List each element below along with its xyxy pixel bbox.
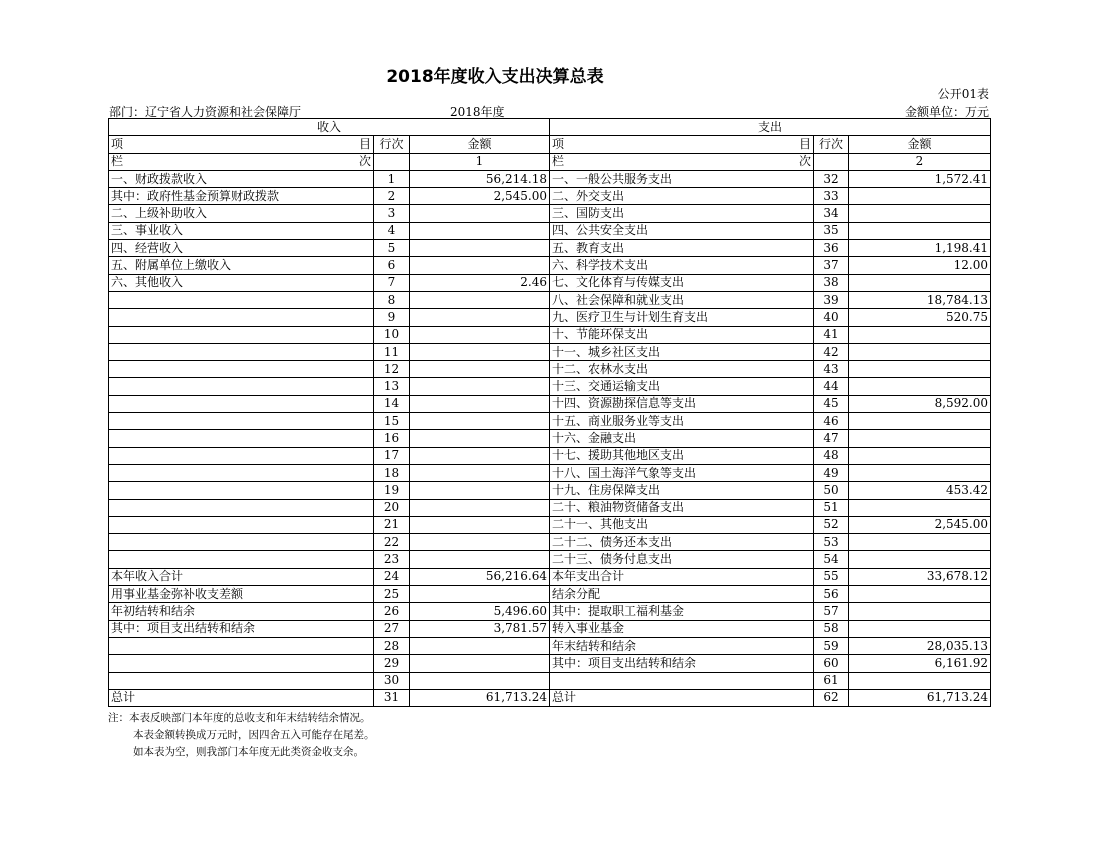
amount-unit-label: 金额单位：万元: [904, 105, 989, 119]
income-row-no-header: 行次: [374, 136, 410, 153]
expense-item-cell: 二十一、其他支出: [550, 516, 814, 533]
expense-section-header: 支出: [550, 119, 991, 136]
income-row-no-cell: 1: [374, 170, 410, 187]
table-row: [109, 222, 991, 239]
income-row-no-cell: 7: [374, 274, 410, 291]
table-row: [109, 309, 991, 326]
expense-row-no-cell: 49: [814, 464, 849, 481]
table-row: [109, 274, 991, 291]
income-row-no-cell: 27: [374, 620, 410, 637]
expense-amount-cell: [849, 343, 991, 360]
col-left-label: 栏: [552, 154, 565, 169]
income-item-cell: [109, 464, 374, 481]
expense-row-no-cell: 51: [814, 499, 849, 516]
income-row-no-cell: 22: [374, 534, 410, 551]
expense-item-cell: 十二、农林水支出: [550, 361, 814, 378]
table-row: [109, 430, 991, 447]
income-amount-cell: [410, 343, 550, 360]
expense-amount-cell: [849, 603, 991, 620]
income-row-no-cell: 8: [374, 291, 410, 308]
expense-amount-cell: 8,592.00: [849, 395, 991, 412]
footnote-1: 注：本表反映部门本年度的总收支和年末结转结余情况。: [108, 712, 371, 724]
expense-item-cell: 十一、城乡社区支出: [550, 343, 814, 360]
income-item-cell: 六、其他收入: [109, 274, 374, 291]
income-row-no-cell: 21: [374, 516, 410, 533]
expense-row-no-cell: 34: [814, 205, 849, 222]
income-amount-cell: 56,214.18: [410, 170, 550, 187]
table-row: [109, 378, 991, 395]
expense-item-cell: 本年支出合计: [550, 568, 814, 585]
income-amount-cell: [410, 205, 550, 222]
income-amount-cell: [410, 499, 550, 516]
expense-row-no-header: 行次: [814, 136, 849, 153]
income-row-no-cell: 23: [374, 551, 410, 568]
expense-row-no-cell: 54: [814, 551, 849, 568]
expense-amount-cell: [849, 620, 991, 637]
expense-amount-cell: 1,198.41: [849, 240, 991, 257]
income-amount-cell: [410, 257, 550, 274]
income-item-cell: [109, 291, 374, 308]
expense-amount-header: 金额: [849, 136, 991, 153]
income-item-cell: [109, 378, 374, 395]
income-item-cell: [109, 551, 374, 568]
expense-item-cell: 十三、交通运输支出: [550, 378, 814, 395]
income-amount-cell: [410, 395, 550, 412]
income-col-number: 1: [410, 153, 550, 170]
income-item-cell: [109, 534, 374, 551]
expense-item-cell: [550, 672, 814, 689]
income-amount-cell: 56,216.64: [410, 568, 550, 585]
income-amount-cell: 5,496.60: [410, 603, 550, 620]
expense-col-label: [550, 153, 814, 170]
income-amount-cell: 61,713.24: [410, 689, 550, 706]
expense-row-no-cell: 35: [814, 222, 849, 239]
table-row: [109, 464, 991, 481]
table-row: [109, 689, 991, 706]
expense-row-no-cell: 33: [814, 188, 849, 205]
expense-row-no-cell: 50: [814, 482, 849, 499]
fiscal-year-label: 2018年度: [450, 105, 505, 119]
department-label: 部门：辽宁省人力资源和社会保障厅: [109, 105, 302, 119]
expense-amount-cell: [849, 205, 991, 222]
expense-item-cell: 九、医疗卫生与计划生育支出: [550, 309, 814, 326]
income-row-no-cell: 20: [374, 499, 410, 516]
expense-item-cell: 四、公共安全支出: [550, 222, 814, 239]
income-item-cell: [109, 413, 374, 430]
income-amount-cell: [410, 378, 550, 395]
expense-amount-cell: [849, 430, 991, 447]
table-row: [109, 257, 991, 274]
income-expense-table: [108, 118, 991, 707]
expense-amount-cell: [849, 499, 991, 516]
income-item-cell: [109, 499, 374, 516]
income-section-header: 收入: [109, 119, 550, 136]
table-header-row-column-numbers: [109, 153, 991, 170]
expense-row-no-cell: 47: [814, 430, 849, 447]
expense-item-cell: 十五、商业服务业等支出: [550, 413, 814, 430]
expense-amount-cell: 18,784.13: [849, 291, 991, 308]
expense-row-no-cell: 43: [814, 361, 849, 378]
expense-item-cell: 结余分配: [550, 586, 814, 603]
expense-amount-cell: 12.00: [849, 257, 991, 274]
income-item-cell: [109, 516, 374, 533]
income-row-no-cell: 10: [374, 326, 410, 343]
expense-col-number: 2: [849, 153, 991, 170]
col-left-label: 栏: [111, 154, 124, 169]
income-item-cell: [109, 361, 374, 378]
expense-item-cell: 十四、资源勘探信息等支出: [550, 395, 814, 412]
income-amount-cell: [410, 551, 550, 568]
form-number: 公开01表: [937, 87, 989, 101]
expense-row-no-cell: 61: [814, 672, 849, 689]
income-amount-cell: 2.46: [410, 274, 550, 291]
income-row-no-cell: 15: [374, 413, 410, 430]
expense-amount-cell: [849, 413, 991, 430]
expense-item-cell: 十六、金融支出: [550, 430, 814, 447]
expense-amount-cell: [849, 378, 991, 395]
expense-item-cell: 五、教育支出: [550, 240, 814, 257]
income-row-no-cell: 13: [374, 378, 410, 395]
income-row-no-cell: 9: [374, 309, 410, 326]
income-amount-cell: [410, 534, 550, 551]
expense-row-no-cell: 41: [814, 326, 849, 343]
expense-amount-cell: [849, 551, 991, 568]
expense-amount-cell: 453.42: [849, 482, 991, 499]
report-title: 2018年度收入支出决算总表: [386, 67, 604, 87]
income-item-cell: [109, 637, 374, 654]
income-amount-cell: [410, 222, 550, 239]
table-row: [109, 361, 991, 378]
income-item-cell: [109, 655, 374, 672]
expense-item-cell: 十八、国土海洋气象等支出: [550, 464, 814, 481]
income-item-cell: [109, 309, 374, 326]
expense-amount-cell: [849, 586, 991, 603]
table-row: [109, 413, 991, 430]
expense-row-no-cell: 38: [814, 274, 849, 291]
income-item-cell: 其中：项目支出结转和结余: [109, 620, 374, 637]
expense-row-no-cell: 44: [814, 378, 849, 395]
income-item-header: [109, 136, 374, 153]
table-row: [109, 534, 991, 551]
income-item-cell: 二、上级补助收入: [109, 205, 374, 222]
income-row-no-cell: 18: [374, 464, 410, 481]
expense-item-cell: 二十二、债务还本支出: [550, 534, 814, 551]
expense-item-cell: 七、文化体育与传媒支出: [550, 274, 814, 291]
table-row: [109, 205, 991, 222]
income-item-cell: 一、财政拨款收入: [109, 170, 374, 187]
table-row: [109, 672, 991, 689]
income-amount-cell: [410, 637, 550, 654]
expense-row-no-cell: 42: [814, 343, 849, 360]
expense-item-cell: 十、节能环保支出: [550, 326, 814, 343]
income-item-cell: 用事业基金弥补收支差额: [109, 586, 374, 603]
income-col-no-blank: [374, 153, 410, 170]
income-amount-cell: [410, 447, 550, 464]
table-row: [109, 551, 991, 568]
expense-col-no-blank: [814, 153, 849, 170]
income-row-no-cell: 24: [374, 568, 410, 585]
income-amount-header: 金额: [410, 136, 550, 153]
expense-row-no-cell: 52: [814, 516, 849, 533]
table-row: [109, 240, 991, 257]
expense-item-cell: 六、科学技术支出: [550, 257, 814, 274]
income-amount-cell: [410, 655, 550, 672]
footnotes: [108, 710, 375, 761]
table-row: [109, 291, 991, 308]
income-amount-cell: [410, 361, 550, 378]
expense-item-cell: 三、国防支出: [550, 205, 814, 222]
expense-row-no-cell: 40: [814, 309, 849, 326]
expense-amount-cell: [849, 447, 991, 464]
income-row-no-cell: 11: [374, 343, 410, 360]
expense-row-no-cell: 37: [814, 257, 849, 274]
table-row: [109, 447, 991, 464]
expense-row-no-cell: 62: [814, 689, 849, 706]
expense-item-cell: 十九、住房保障支出: [550, 482, 814, 499]
table-header-row-columns: [109, 136, 991, 153]
expense-item-header: [550, 136, 814, 153]
expense-amount-cell: [849, 326, 991, 343]
income-amount-cell: [410, 464, 550, 481]
income-row-no-cell: 14: [374, 395, 410, 412]
expense-row-no-cell: 59: [814, 637, 849, 654]
table-row: [109, 655, 991, 672]
expense-item-cell: 其中：提取职工福利基金: [550, 603, 814, 620]
income-item-cell: [109, 482, 374, 499]
expense-amount-cell: [849, 361, 991, 378]
income-amount-cell: [410, 586, 550, 603]
table-row: [109, 343, 991, 360]
income-amount-cell: [410, 309, 550, 326]
table-row: [109, 516, 991, 533]
table-row: [109, 170, 991, 187]
item-left-label: 项: [552, 136, 565, 151]
income-item-cell: [109, 672, 374, 689]
footnote-3: 如本表为空，则我部门本年度无此类资金收支余。: [133, 746, 364, 758]
table-row: [109, 326, 991, 343]
income-amount-cell: [410, 413, 550, 430]
expense-amount-cell: 2,545.00: [849, 516, 991, 533]
expense-row-no-cell: 46: [814, 413, 849, 430]
income-row-no-cell: 4: [374, 222, 410, 239]
income-amount-cell: [410, 291, 550, 308]
income-row-no-cell: 6: [374, 257, 410, 274]
income-amount-cell: [410, 240, 550, 257]
income-item-cell: [109, 343, 374, 360]
income-row-no-cell: 30: [374, 672, 410, 689]
table-row: [109, 395, 991, 412]
income-item-cell: 总计: [109, 689, 374, 706]
expense-item-cell: 八、社会保障和就业支出: [550, 291, 814, 308]
table-row: [109, 637, 991, 654]
income-row-no-cell: 2: [374, 188, 410, 205]
expense-amount-cell: [849, 464, 991, 481]
table-row: [109, 499, 991, 516]
income-amount-cell: [410, 672, 550, 689]
expense-item-cell: 其中：项目支出结转和结余: [550, 655, 814, 672]
expense-item-cell: 总计: [550, 689, 814, 706]
income-row-no-cell: 12: [374, 361, 410, 378]
expense-row-no-cell: 32: [814, 170, 849, 187]
income-item-cell: 四、经营收入: [109, 240, 374, 257]
table-row: [109, 586, 991, 603]
expense-row-no-cell: 57: [814, 603, 849, 620]
expense-item-cell: 二十、粮油物资储备支出: [550, 499, 814, 516]
expense-amount-cell: [849, 534, 991, 551]
table-row: [109, 482, 991, 499]
expense-amount-cell: [849, 672, 991, 689]
expense-amount-cell: [849, 222, 991, 239]
table-row: [109, 188, 991, 205]
income-amount-cell: 2,545.00: [410, 188, 550, 205]
income-item-cell: 本年收入合计: [109, 568, 374, 585]
income-item-cell: [109, 395, 374, 412]
income-amount-cell: 3,781.57: [410, 620, 550, 637]
income-item-cell: 五、附属单位上缴收入: [109, 257, 374, 274]
income-row-no-cell: 16: [374, 430, 410, 447]
income-row-no-cell: 25: [374, 586, 410, 603]
income-row-no-cell: 29: [374, 655, 410, 672]
table-row: [109, 620, 991, 637]
income-col-label: [109, 153, 374, 170]
expense-amount-cell: 33,678.12: [849, 568, 991, 585]
income-amount-cell: [410, 482, 550, 499]
expense-amount-cell: 6,161.92: [849, 655, 991, 672]
expense-row-no-cell: 48: [814, 447, 849, 464]
table-header-row-group: [109, 119, 991, 136]
income-item-cell: 年初结转和结余: [109, 603, 374, 620]
expense-item-cell: 二、外交支出: [550, 188, 814, 205]
expense-amount-cell: [849, 188, 991, 205]
footnote-2: 本表金额转换成万元时，因四舍五入可能存在尾差。: [133, 729, 375, 741]
expense-item-cell: 一、一般公共服务支出: [550, 170, 814, 187]
table-row: [109, 603, 991, 620]
expense-amount-cell: 28,035.13: [849, 637, 991, 654]
col-right-label: 次: [358, 154, 371, 169]
item-right-label: 目: [798, 136, 811, 151]
income-item-cell: [109, 430, 374, 447]
income-row-no-cell: 31: [374, 689, 410, 706]
expense-row-no-cell: 56: [814, 586, 849, 603]
income-row-no-cell: 17: [374, 447, 410, 464]
income-item-cell: 其中：政府性基金预算财政拨款: [109, 188, 374, 205]
item-left-label: 项: [111, 136, 124, 151]
income-item-cell: 三、事业收入: [109, 222, 374, 239]
expense-item-cell: 二十三、债务付息支出: [550, 551, 814, 568]
income-row-no-cell: 5: [374, 240, 410, 257]
income-row-no-cell: 19: [374, 482, 410, 499]
income-amount-cell: [410, 516, 550, 533]
table-body: [109, 119, 991, 707]
item-right-label: 目: [358, 136, 371, 151]
income-row-no-cell: 26: [374, 603, 410, 620]
expense-amount-cell: [849, 274, 991, 291]
income-item-cell: [109, 326, 374, 343]
income-row-no-cell: 3: [374, 205, 410, 222]
expense-item-cell: 年末结转和结余: [550, 637, 814, 654]
expense-row-no-cell: 39: [814, 291, 849, 308]
col-right-label: 次: [798, 154, 811, 169]
income-item-cell: [109, 447, 374, 464]
expense-amount-cell: 1,572.41: [849, 170, 991, 187]
expense-row-no-cell: 45: [814, 395, 849, 412]
expense-row-no-cell: 36: [814, 240, 849, 257]
expense-amount-cell: 520.75: [849, 309, 991, 326]
expense-item-cell: 转入事业基金: [550, 620, 814, 637]
expense-item-cell: 十七、援助其他地区支出: [550, 447, 814, 464]
income-row-no-cell: 28: [374, 637, 410, 654]
income-amount-cell: [410, 430, 550, 447]
table-row: [109, 568, 991, 585]
expense-row-no-cell: 55: [814, 568, 849, 585]
expense-row-no-cell: 58: [814, 620, 849, 637]
income-amount-cell: [410, 326, 550, 343]
expense-amount-cell: 61,713.24: [849, 689, 991, 706]
expense-row-no-cell: 53: [814, 534, 849, 551]
expense-row-no-cell: 60: [814, 655, 849, 672]
